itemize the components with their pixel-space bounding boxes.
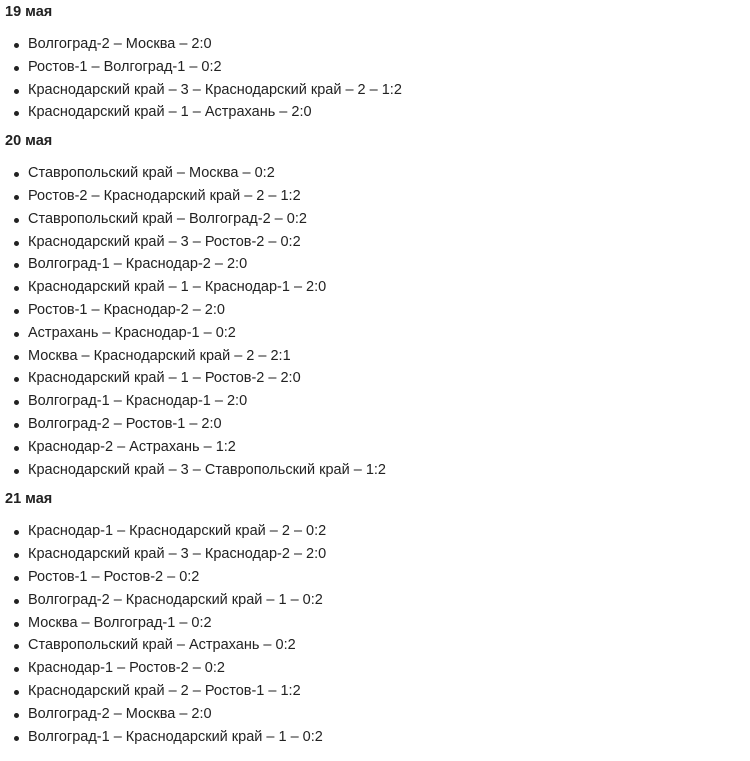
list-item xyxy=(28,79,750,102)
match-text: Волгоград-2 – Ростов-1 – 2:0 xyxy=(28,415,222,432)
match-text: Краснодарский край – 3 – Ставропольский край – 1:2 xyxy=(28,461,386,478)
match-text: Москва – Краснодарский край – 2 – 2:1 xyxy=(28,347,291,364)
match-text: Краснодарский край – 1 – Краснодар-1 – 2:0 xyxy=(28,279,327,296)
day-section-19-may xyxy=(5,3,750,124)
match-text: Волгоград-2 – Москва – 2:0 xyxy=(28,705,212,722)
match-text: Краснодарский край – 3 – Краснодар-2 – 2:0 xyxy=(28,546,327,563)
day-section-20-may xyxy=(5,132,750,481)
list-item xyxy=(28,367,750,390)
list-item xyxy=(28,208,750,231)
match-text: Ставропольский край – Астрахань – 0:2 xyxy=(28,637,296,654)
bullet-icon xyxy=(14,469,19,474)
match-text: Краснодар-1 – Ростов-2 – 0:2 xyxy=(28,660,225,677)
bullet-icon xyxy=(14,644,19,649)
match-text: Краснодарский край – 1 – Астрахань – 2:0 xyxy=(28,104,312,121)
list-item xyxy=(28,543,750,566)
match-text: Москва – Волгоград-1 – 0:2 xyxy=(28,614,212,631)
bullet-icon xyxy=(14,111,19,116)
list-item xyxy=(28,345,750,368)
list-item xyxy=(28,253,750,276)
bullet-icon xyxy=(14,89,19,94)
match-text: Ставропольский край – Волгоград-2 – 0:2 xyxy=(28,210,307,227)
list-item xyxy=(28,185,750,208)
bullet-icon xyxy=(14,553,19,558)
list-item xyxy=(28,657,750,680)
bullet-icon xyxy=(14,241,19,246)
bullet-icon xyxy=(14,713,19,718)
match-list xyxy=(5,33,750,124)
list-item xyxy=(28,56,750,79)
list-item xyxy=(28,413,750,436)
list-item xyxy=(28,276,750,299)
match-text: Краснодарский край – 3 – Ростов-2 – 0:2 xyxy=(28,233,301,250)
bullet-icon xyxy=(14,286,19,291)
list-item xyxy=(28,299,750,322)
list-item xyxy=(28,231,750,254)
match-text: Краснодар-2 – Астрахань – 1:2 xyxy=(28,438,236,455)
bullet-icon xyxy=(14,218,19,223)
bullet-icon xyxy=(14,446,19,451)
bullet-icon xyxy=(14,43,19,48)
list-item xyxy=(28,459,750,482)
match-text: Волгоград-1 – Краснодарский край – 1 – 0:2 xyxy=(28,728,323,745)
match-text: Волгоград-1 – Краснодар-2 – 2:0 xyxy=(28,256,248,273)
bullet-icon xyxy=(14,377,19,382)
list-item xyxy=(28,322,750,345)
bullet-icon xyxy=(14,309,19,314)
day-heading: 21 мая xyxy=(5,491,53,508)
bullet-icon xyxy=(14,423,19,428)
list-item xyxy=(28,390,750,413)
match-text: Краснодар-1 – Краснодарский край – 2 – 0:2 xyxy=(28,523,327,540)
match-text: Ростов-1 – Волгоград-1 – 0:2 xyxy=(28,58,222,75)
bullet-icon xyxy=(14,172,19,177)
list-item xyxy=(28,162,750,185)
list-item xyxy=(28,436,750,459)
bullet-icon xyxy=(14,66,19,71)
bullet-icon xyxy=(14,667,19,672)
bullet-icon xyxy=(14,576,19,581)
bullet-icon xyxy=(14,736,19,741)
day-section-21-may xyxy=(5,490,750,748)
list-item xyxy=(28,612,750,635)
list-item xyxy=(28,33,750,56)
match-text: Ставропольский край – Москва – 0:2 xyxy=(28,165,275,182)
match-list xyxy=(5,520,750,748)
list-item xyxy=(28,680,750,703)
match-text: Ростов-1 – Ростов-2 – 0:2 xyxy=(28,568,200,585)
match-text: Астрахань – Краснодар-1 – 0:2 xyxy=(28,324,236,341)
match-text: Волгоград-2 – Москва – 2:0 xyxy=(28,36,212,52)
match-text: Краснодарский край – 3 – Краснодарский край – 2 – 1:2 xyxy=(28,81,402,98)
list-item xyxy=(28,520,750,543)
day-heading: 20 мая xyxy=(5,133,53,150)
list-item xyxy=(28,101,750,124)
bullet-icon xyxy=(14,355,19,360)
list-item xyxy=(28,703,750,726)
list-item xyxy=(28,726,750,749)
bullet-icon xyxy=(14,332,19,337)
match-text: Краснодарский край – 1 – Ростов-2 – 2:0 xyxy=(28,370,301,387)
day-heading: 19 мая xyxy=(5,4,53,20)
match-text: Волгоград-1 – Краснодар-1 – 2:0 xyxy=(28,393,248,410)
match-text: Краснодарский край – 2 – Ростов-1 – 1:2 xyxy=(28,682,301,699)
bullet-icon xyxy=(14,622,19,627)
list-item xyxy=(28,589,750,612)
list-item xyxy=(28,566,750,589)
bullet-icon xyxy=(14,263,19,268)
match-text: Волгоград-2 – Краснодарский край – 1 – 0:2 xyxy=(28,591,323,608)
list-item xyxy=(28,634,750,657)
bullet-icon xyxy=(14,599,19,604)
bullet-icon xyxy=(14,690,19,695)
match-text: Ростов-1 – Краснодар-2 – 2:0 xyxy=(28,301,225,318)
match-list xyxy=(5,162,750,481)
match-text: Ростов-2 – Краснодарский край – 2 – 1:2 xyxy=(28,187,301,204)
bullet-icon xyxy=(14,530,19,535)
bullet-icon xyxy=(14,195,19,200)
bullet-icon xyxy=(14,400,19,405)
